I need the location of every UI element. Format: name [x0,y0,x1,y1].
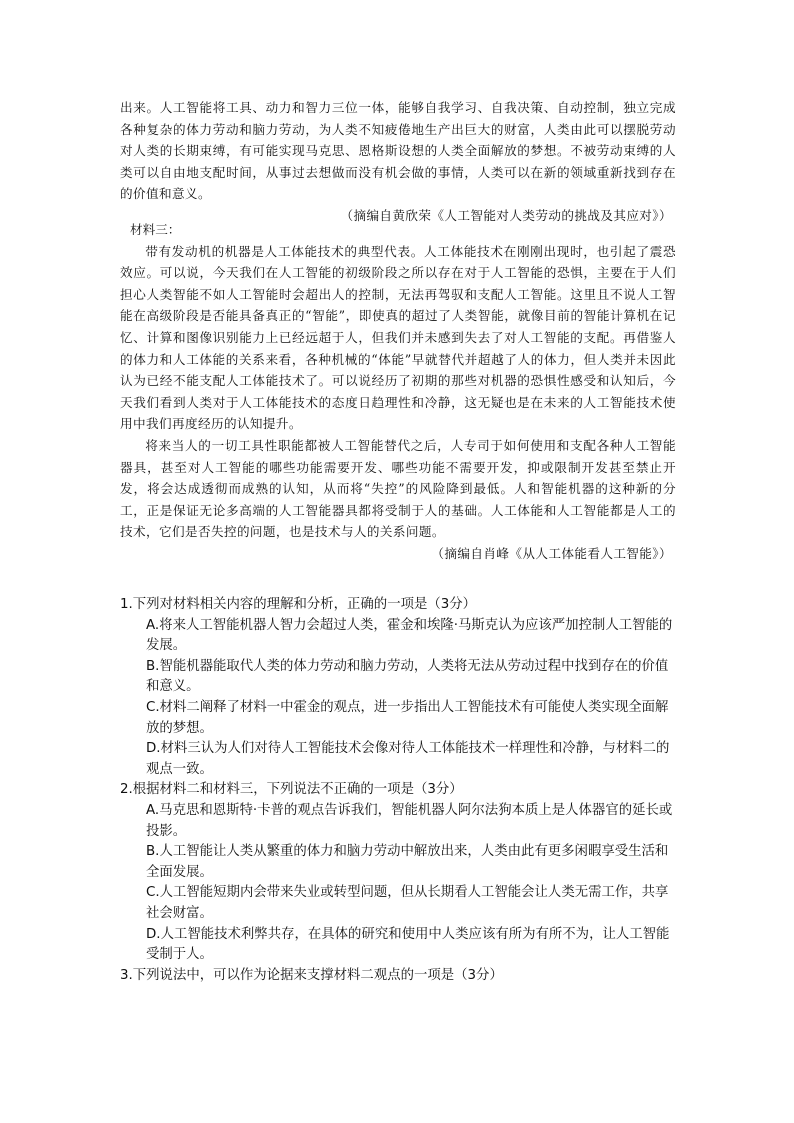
question-list [120,595,680,986]
material-two-section [120,97,676,227]
material-three-label: 材料三： [130,222,181,237]
question-1 [120,595,680,780]
option-a: A.马克思和恩斯特·卡普的观点告诉我们，智能机器人阿尔法狗本质上是人体器官的延长或投影。 [146,802,673,839]
option-d: D.人工智能技术利弊共存，在具体的研究和使用中人类应该有所为有所不为，让人工智能受制于人。 [146,926,670,963]
material-two-source: （摘编自黄欣荣《人工智能对人类劳动的挑战及其应对》） [340,207,672,223]
question-stem: 2.根据材料二和材料三，下列说法不正确的一项是（3分） [120,782,463,798]
material-three-paragraph-2: 将来当人的一切工具性职能都被人工智能替代之后，人专司于如何使用和支配各种人工智能器具，甚至对人工智能的哪些功能需要开发、哪些功能不需要开发，抑或限制开发甚至禁止开发，将会达成透彻而成熟的认知，从而将“失控”的风险降到最低。人和智能机器的这种新的分工，正是保证无论多高端的人工智能器具都将受制于人的基础。人工体能和人工智能都是人工的技术，它们是否失控的问题，也是技术与人的关系问题。 [120,437,676,540]
question-3 [120,966,680,987]
option-a: A.将来人工智能机器人智力会超过人类，霍金和埃隆·马斯克认为应该严加控制人工智能的发展。 [146,617,673,654]
question-stem: 1.下列对材料相关内容的理解和分析，正确的一项是（3分） [120,597,477,612]
material-three-section [120,219,676,565]
question-2 [120,780,680,965]
option-c: C.材料二阐释了材料一中霍金的观点，进一步指出人工智能技术有可能使人类实现全面解放的梦想。 [146,699,669,736]
question-stem: 3.下列说法中，可以作为论据来支撑材料二观点的一项是（3分） [120,967,503,983]
option-b: B.人工智能让人类从繁重的体力和脑力劳动中解放出来，人类由此有更多闲暇享受生活和全面发展。 [146,844,669,880]
option-b: B.智能机器能取代人类的体力劳动和脑力劳动，人类将无法从劳动过程中找到存在的价值和意义。 [146,658,669,695]
material-three-paragraph-1: 带有发动机的机器是人工体能技术的典型代表。人工体能技术在刚刚出现时，也引起了震恐效应。可以说，今天我们在人工智能的初级阶段之所以存在对于人工智能的恐惧，主要在于人们担心人类智能不如人工智能时会超出人的控制，无法再驾驭和支配人工智能。这里且不说人工智能在高级阶段是否能具备真正的“智能”，即使真的超过了人类智能，就像目前的智能计算机在记忆、计算和图像识别能力上已经远超于人，但我们并未感到失去了对人工智能的支配。再借鉴人的体力和人工体能的关系来看，各种机械的“体能”早就替代并超越了人的体力，但人类并未因此认为已经不能支配人工体能技术了。可以说经历了初期的那些对机器的恐惧性感受和认知后，今天我们看到人类对于人工体能技术的态度日趋理性和冷静，这无疑也是在未来的人工智能技术使用中我们再度经历的认知提升。 [120,243,676,432]
material-three-source: （摘编自肖峰《从人工体能看人工智能》） [431,545,672,561]
option-d: D.材料三认为人们对待人工智能技术会像对待人工体能技术一样理性和冷静，与材料二的观点一致。 [146,741,670,777]
material-two-paragraph: 出来。人工智能将工具、动力和智力三位一体，能够自我学习、自我决策、自动控制，独立完成各种复杂的体力劳动和脑力劳动，为人类不知疲倦地生产出巨大的财富，人类由此可以摆脱劳动对人类的长期束缚，有可能实现马克思、恩格斯设想的人类全面解放的梦想。不被劳动束缚的人类可以自由地支配时间，从事过去想做而没有机会做的事情，人类可以在新的领域重新找到存在的价值和意义。 [120,100,676,202]
option-c: C.人工智能短期内会带来失业或转型问题，但从长期看人工智能会让人类无需工作，共享社会财富。 [146,885,669,921]
